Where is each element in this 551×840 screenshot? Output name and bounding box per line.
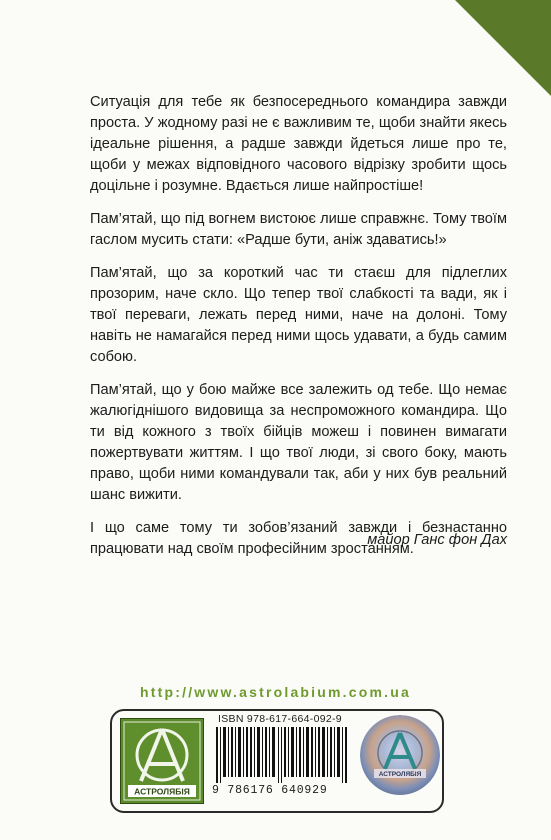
- paragraph: Пам’ятай, що у бою майже все залежить од тебе. Що немає жалюгіднішого видовища за неспроможного командира. Що ти від кожного з твоїх бійців можеш і повинен вимагати пожертвувати життям. І що твої люди, зі свого боку, мають право, щоби ними командували так, аби у них був реальний шанс вижити.: [90, 382, 507, 503]
- paragraph: Пам’ятай, що під вогнем вистоює лише справжнє. Тому твоїм гаслом мусить стати: «Радше бути, аніж здаватись!»: [90, 211, 507, 248]
- astrolabe-logo-icon: [121, 719, 203, 803]
- paragraph: Ситуація для тебе як безпосереднього командира завжди проста. У жодному разі не є важливим те, щоби знайти якесь ідеальне рішення, а радше завжди йдеться лише про те, щоби у межах відповідного часового відрізку зробити щось доцільне і розумне. Вдається лише найпростіше!: [90, 94, 507, 194]
- hologram-sticker: [360, 715, 440, 795]
- isbn-label: ISBN 978-617-664-092-9: [218, 713, 342, 725]
- hologram-text: АСТРОЛЯБІЯ: [378, 771, 422, 778]
- publisher-url[interactable]: http://www.astrolabium.com.ua: [140, 684, 411, 700]
- author-signature: майор Ганс фон Дах: [367, 532, 507, 548]
- back-cover-text: [90, 92, 507, 572]
- logo-text: АСТРОЛЯБІЯ: [134, 786, 190, 797]
- hologram-icon: [360, 715, 440, 795]
- corner-accent: [455, 0, 551, 96]
- paragraph: І що саме тому ти зобов’язаний завжди і безнастанно працювати над своїм професійним зростанням.: [90, 520, 507, 557]
- barcode-icon: [216, 727, 348, 783]
- paragraph: Пам’ятай, що за короткий час ти стаєш для підлеглих прозорим, наче скло. Що тепер твої слабкості та вади, як і твої переваги, лежать перед ними, наче на долоні. Тому навіть не намагайся перед ними щось удавати, а будь самим собою.: [90, 265, 507, 365]
- barcode-number: 9 786176 640929: [212, 784, 328, 797]
- publisher-logo: [120, 718, 204, 804]
